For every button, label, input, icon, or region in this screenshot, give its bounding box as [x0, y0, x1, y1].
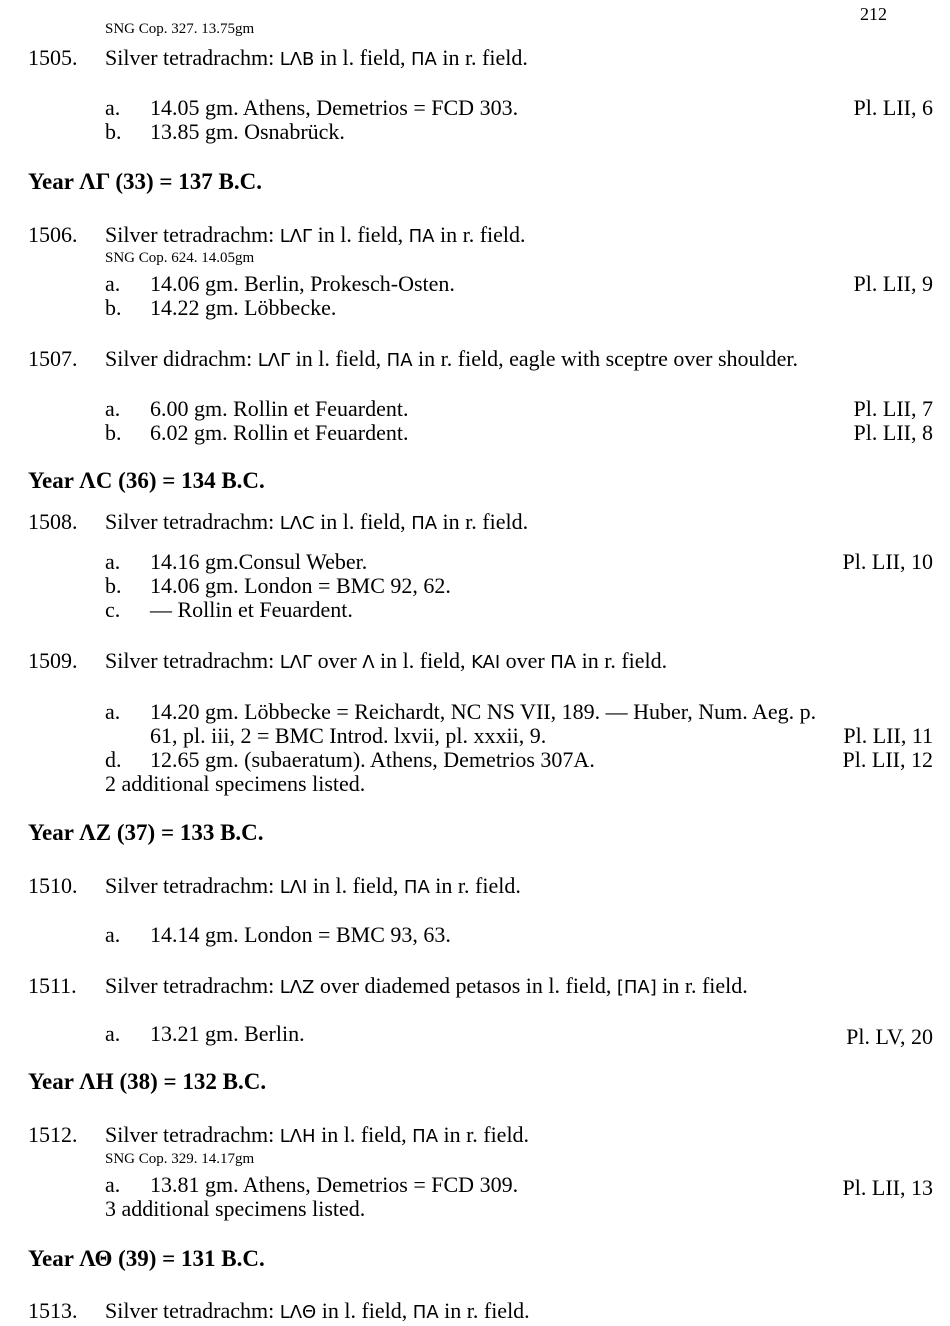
- specimen-letter: a.: [105, 549, 121, 574]
- legend-glyphs: [ΠA]: [616, 977, 657, 998]
- specimen-letter: a.: [105, 1021, 121, 1046]
- entry-number: 1509.: [28, 648, 78, 673]
- entry-number: 1510.: [28, 873, 78, 898]
- specimen-letter: a.: [105, 95, 121, 120]
- additional-specimens-note: 2 additional specimens listed.: [105, 771, 366, 796]
- year-heading: Year ΛH (38) = 132 B.C.: [28, 1069, 267, 1094]
- entry-text: Silver tetradrachm: LΛΙ in l. field, ΠA in r. field.: [105, 873, 521, 898]
- specimen-text: 12.65 gm. (subaeratum). Athens, Demetrios 307A.: [150, 747, 595, 772]
- plate-reference: Pl. LII, 12: [842, 747, 933, 772]
- plate-reference: Pl. LII, 7: [853, 396, 933, 421]
- legend-glyphs: ΠA: [403, 877, 430, 898]
- specimen-text: 13.85 gm. Osnabrück.: [150, 119, 345, 144]
- legend-glyphs: LΛΓ: [279, 226, 313, 247]
- legend-glyphs: LΛΙ: [279, 877, 308, 898]
- entry-number: 1513.: [28, 1298, 78, 1323]
- plate-reference: Pl. LII, 6: [853, 95, 933, 120]
- additional-specimens-note: 3 additional specimens listed.: [105, 1196, 366, 1221]
- plate-reference: Pl. LII, 13: [842, 1175, 933, 1200]
- plate-reference: Pl. LII, 11: [843, 723, 933, 748]
- specimen-text: 14.06 gm. London = BMC 92, 62.: [150, 573, 451, 598]
- legend-glyphs: LΛB: [279, 49, 315, 70]
- specimen-letter: a.: [105, 1172, 121, 1197]
- specimen-text: 14.16 gm.Consul Weber.: [150, 549, 368, 574]
- specimen-letter: b.: [105, 573, 122, 598]
- sng-reference: SNG Cop. 329. 14.17gm: [105, 1151, 255, 1167]
- year-heading: Year ΛZ (37) = 133 B.C.: [28, 820, 264, 845]
- legend-glyphs: LΛΓ: [279, 652, 313, 673]
- sng-reference: SNG Cop. 624. 14.05gm: [105, 250, 255, 266]
- year-heading: Year ΛΓ (33) = 137 B.C.: [28, 169, 262, 194]
- plate-reference: Pl. LII, 10: [842, 549, 933, 574]
- specimen-text: 14.05 gm. Athens, Demetrios = FCD 303.: [150, 95, 519, 120]
- legend-glyphs: LΛΘ: [279, 1302, 317, 1323]
- specimen-letter: b.: [105, 420, 122, 445]
- entry-number: 1508.: [28, 509, 78, 534]
- specimen-letter: a.: [105, 396, 121, 421]
- legend-glyphs: ΠA: [550, 652, 577, 673]
- specimen-letter: b.: [105, 295, 122, 320]
- legend-glyphs: LΛΓ: [257, 350, 291, 371]
- specimen-text: 14.06 gm. Berlin, Prokesch-Osten.: [150, 271, 455, 296]
- entry-text: Silver tetradrachm: LΛΘ in l. field, ΠA in r. field.: [105, 1298, 530, 1323]
- entry-text: Silver didrachm: LΛΓ in l. field, ΠA in r. field, eagle with sceptre over shoulder.: [105, 346, 799, 371]
- specimen-text: 14.22 gm. Löbbecke.: [150, 295, 337, 320]
- specimen-text: 14.20 gm. Löbbecke = Reichardt, NC NS VII, 189. — Huber, Num. Aeg. p.: [150, 699, 817, 724]
- specimen-text: 6.00 gm. Rollin et Feuardent.: [150, 396, 409, 421]
- year-heading: Year ΛϹ (36) = 134 B.C.: [28, 468, 265, 493]
- legend-glyphs: ΠA: [412, 1126, 439, 1147]
- specimen-letter: b.: [105, 119, 122, 144]
- entry-text: Silver tetradrachm: LΛϹ in l. field, ΠA in r. field.: [105, 509, 529, 534]
- plate-reference: Pl. LII, 9: [853, 271, 933, 296]
- entry-number: 1505.: [28, 45, 78, 70]
- entry-number: 1507.: [28, 346, 78, 371]
- entry-number: 1506.: [28, 222, 78, 247]
- entry-text: Silver tetradrachm: LΛΓ over Λ in l. field, KAI over ΠA in r. field.: [105, 648, 668, 673]
- specimen-letter: a.: [105, 271, 121, 296]
- specimen-letter: c.: [105, 597, 121, 622]
- year-heading: Year ΛΘ (39) = 131 B.C.: [28, 1246, 265, 1271]
- entry-number: 1511.: [28, 973, 77, 998]
- specimen-text: 13.81 gm. Athens, Demetrios = FCD 309.: [150, 1172, 519, 1197]
- legend-glyphs: Λ: [362, 652, 375, 673]
- specimen-text: 13.21 gm. Berlin.: [150, 1021, 305, 1046]
- specimen-letter: d.: [105, 747, 122, 772]
- entry-text: Silver tetradrachm: LΛΓ in l. field, ΠA in r. field.: [105, 222, 526, 247]
- legend-glyphs: ΠA: [411, 513, 438, 534]
- legend-glyphs: ΠA: [386, 350, 413, 371]
- legend-glyphs: ΠA: [412, 1302, 439, 1323]
- entry-text: Silver tetradrachm: LΛB in l. field, ΠA in r. field.: [105, 45, 528, 70]
- entry-text: Silver tetradrachm: LΛZ over diademed petasos in l. field, [ΠA] in r. field.: [105, 973, 748, 998]
- legend-glyphs: KAI: [471, 652, 501, 673]
- specimen-letter: a.: [105, 922, 121, 947]
- legend-glyphs: ΠA: [410, 49, 437, 70]
- specimen-text: — Rollin et Feuardent.: [150, 597, 353, 622]
- plate-reference: Pl. LV, 20: [846, 1024, 933, 1049]
- plate-reference: Pl. LII, 8: [853, 420, 933, 445]
- legend-glyphs: LΛZ: [279, 977, 315, 998]
- entry-number: 1512.: [28, 1122, 78, 1147]
- specimen-text: 61, pl. iii, 2 = BMC Introd. lxvii, pl. xxxii, 9.: [150, 723, 547, 748]
- specimen-text: 14.14 gm. London = BMC 93, 63.: [150, 922, 451, 947]
- specimen-letter: a.: [105, 699, 121, 724]
- legend-glyphs: LΛϹ: [279, 513, 315, 534]
- legend-glyphs: ΠA: [408, 226, 435, 247]
- page-number: 212: [860, 4, 887, 24]
- entry-text: Silver tetradrachm: LΛH in l. field, ΠA in r. field.: [105, 1122, 530, 1147]
- legend-glyphs: LΛH: [279, 1126, 316, 1147]
- specimen-text: 6.02 gm. Rollin et Feuardent.: [150, 420, 409, 445]
- sng-reference: SNG Cop. 327. 13.75gm: [105, 21, 255, 37]
